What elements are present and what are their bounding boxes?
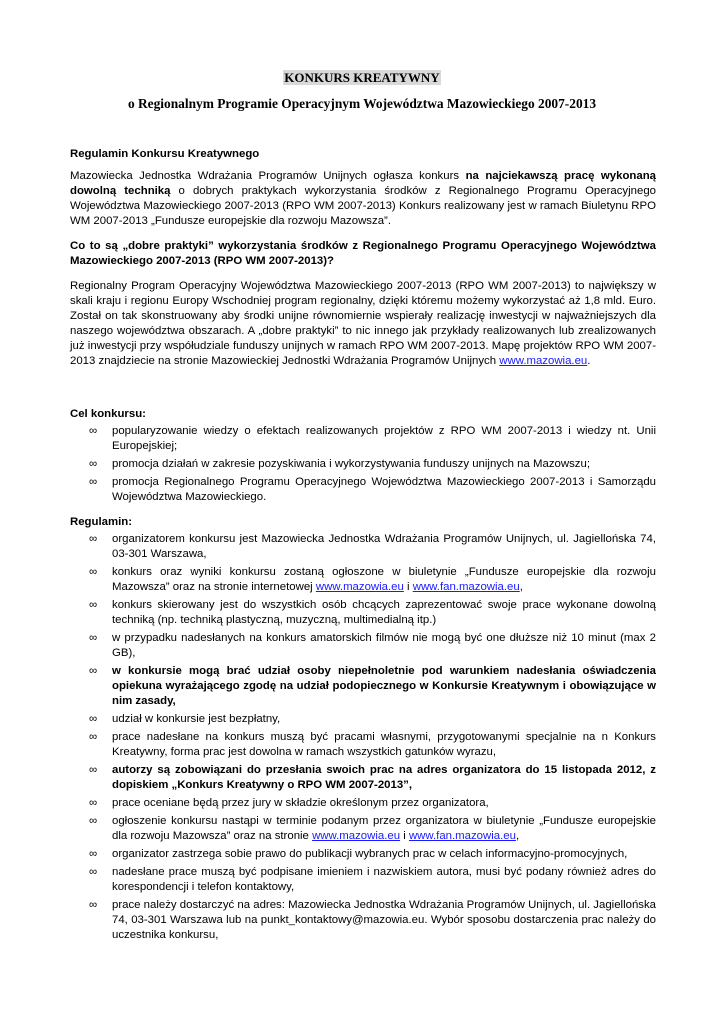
document-title: KONKURS KREATYWNY <box>284 70 440 85</box>
list-item: ∞ popularyzowanie wiedzy o efektach realizowanych projektów z RPO WM 2007-2013 i wiedzy nt. Unii Europejskiej; <box>89 425 656 452</box>
mazowia-link[interactable]: www.mazowia.eu <box>312 830 401 842</box>
bullet-icon: ∞ <box>89 476 98 488</box>
answer-paragraph: Regionalny Program Operacyjny Województwa Mazowieckiego 2007-2013 (RPO WM 2007-2013) to największy w skali kraju i regionu Europy Wschodniej program regionalny, dzięki któremu możemy wykorzystać aż 1,8 mld. Euro. Został on tak skonstruowany aby środki unijne równomiernie wspierały realizację inwestycji w najważniejszych dla naszego województwa obszarach. A „dobre praktyki” to nic innego jak przykłady realizowanych lub zrealizowanych już inwestycji przy współudziale funduszy unijnych w ramach RPO WM 2007-2013. Mapę projektów RPO WM 2007-2013 znajdziecie na stronie Mazowieckiej Jednostki Wdrażania Programów Unijnych www.mazowia.eu. <box>70 280 656 367</box>
list-item: ∞ w przypadku nadesłanych na konkurs amatorskich filmów nie mogą być one dłuższe niż 10 minut (max 2 GB), <box>89 632 656 659</box>
fan-mazowia-link[interactable]: www.fan.mazowia.eu <box>408 830 516 842</box>
list-item: ∞ autorzy są zobowiązani do przesłania swoich prac na adres organizatora do 15 listopada 2012, z dopiskiem „Konkurs Kreatywny o RPO WM 2007-2013”, <box>89 764 656 791</box>
list-item: ∞ promocja działań w zakresie pozyskiwania i wykorzystywania funduszy unijnych na Mazowszu; <box>89 458 590 470</box>
bullet-icon: ∞ <box>89 815 98 827</box>
list-item: ∞ ogłoszenie konkursu nastąpi w terminie podanym przez organizatora w biuletynie „Fundusze europejskie dla rozwoju Mazowsza” oraz na stronie www.mazowia.eu i www.fan.mazowia.eu, <box>89 815 656 842</box>
intro-paragraph: Mazowiecka Jednostka Wdrażania Programów Unijnych ogłasza konkurs na najciekawszą pracę wykonaną dowolną techniką o dobrych praktykach wykorzystania środków z Regionalnego Programu Operacyjnego Województwa Mazowieckiego 2007-2013 (RPO WM 2007-2013) Konkurs realizowany jest w ramach Biuletynu RPO WM 2007-2013 „Fundusze europejskie dla rozwoju Mazowsza”. <box>70 170 656 227</box>
list-item: ∞ w konkursie mogą brać udział osoby niepełnoletnie pod warunkiem nadesłania oświadczenia opiekuna wyrażającego zgodę na udział podopiecznego w Konkursie Kreatywnym i obowiązujące w nim zasady, <box>89 665 656 707</box>
mazowia-link[interactable]: www.mazowia.eu <box>499 355 588 367</box>
bullet-icon: ∞ <box>89 713 98 725</box>
bullet-icon: ∞ <box>89 632 98 644</box>
list-item: ∞ promocja Regionalnego Programu Operacyjnego Województwa Mazowieckiego 2007-2013 i Samorządu Województwa Mazowieckiego. <box>89 476 656 503</box>
list-item: ∞ konkurs oraz wyniki konkursu zostaną ogłoszone w biuletynie „Fundusze europejskie dla rozwoju Mazowsza” oraz na stronie internetowej www.mazowia.eu i www.fan.mazowia.eu, <box>89 566 656 593</box>
document-body <box>70 147 656 946</box>
list-item: ∞ organizatorem konkursu jest Mazowiecka Jednostka Wdrażania Programów Unijnych, ul. Jagiellońska 74, 03-301 Warszawa, <box>89 533 656 560</box>
bullet-icon: ∞ <box>89 566 98 578</box>
cel-heading: Cel konkursu: <box>70 408 146 420</box>
list-item: ∞ prace oceniane będą przez jury w składzie określonym przez organizatora, <box>89 797 489 809</box>
bullet-icon: ∞ <box>89 425 98 437</box>
bullet-icon: ∞ <box>89 797 98 809</box>
list-item: ∞ prace nadesłane na konkurs muszą być pracami własnymi, przygotowanymi specjalnie na n Konkurs Kreatywny, forma prac jest dowolna w ramach wszystkich gatunków wyrazu, <box>89 731 656 758</box>
bullet-icon: ∞ <box>89 731 98 743</box>
bullet-icon: ∞ <box>89 665 98 677</box>
cel-list <box>70 424 656 505</box>
list-item: ∞ konkurs skierowany jest do wszystkich osób chcących zaprezentować swoje prace wykonane dowolną techniką (np. techniką plastyczną, muzyczną, multimedialną itp.) <box>89 599 656 626</box>
fan-mazowia-link[interactable]: www.fan.mazowia.eu <box>412 581 520 593</box>
bullet-icon: ∞ <box>89 458 98 470</box>
mazowia-link[interactable]: www.mazowia.eu <box>315 581 404 593</box>
list-item: ∞ nadesłane prace muszą być podpisane imieniem i nazwiskiem autora, musi być podany również adres do korespondencji i telefon kontaktowy, <box>89 866 656 893</box>
bullet-icon: ∞ <box>89 848 98 860</box>
list-item: ∞ prace należy dostarczyć na adres: Mazowiecka Jednostka Wdrażania Programów Unijnych, ul. Jagiellońska 74, 03-301 Warszawa lub na punkt_kontaktowy@mazowia.eu. Wybór sposobu dostarczenia prac należy do uczestnika konkursu, <box>89 899 656 941</box>
document-subtitle: o Regionalnym Programie Operacyjnym Województwa Mazowieckiego 2007-2013 <box>127 96 597 111</box>
question-heading: Co to są „dobre praktyki” wykorzystania środków z Regionalnego Programu Operacyjnego Województwa Mazowieckiego 2007-2013 (RPO WM 2007-2013)? <box>70 240 656 267</box>
bullet-icon: ∞ <box>89 899 98 911</box>
bullet-icon: ∞ <box>89 764 98 776</box>
regulamin-heading: Regulamin Konkursu Kreatywnego <box>70 148 260 160</box>
regulamin-list-heading: Regulamin: <box>70 516 133 528</box>
regulamin-list <box>70 532 656 943</box>
list-item: ∞ udział w konkursie jest bezpłatny, <box>89 713 281 725</box>
list-item: ∞ organizator zastrzega sobie prawo do publikacji wybranych prac w celach informacyjno-promocyjnych, <box>89 848 628 860</box>
bullet-icon: ∞ <box>89 866 98 878</box>
bullet-icon: ∞ <box>89 599 98 611</box>
bullet-icon: ∞ <box>89 533 98 545</box>
